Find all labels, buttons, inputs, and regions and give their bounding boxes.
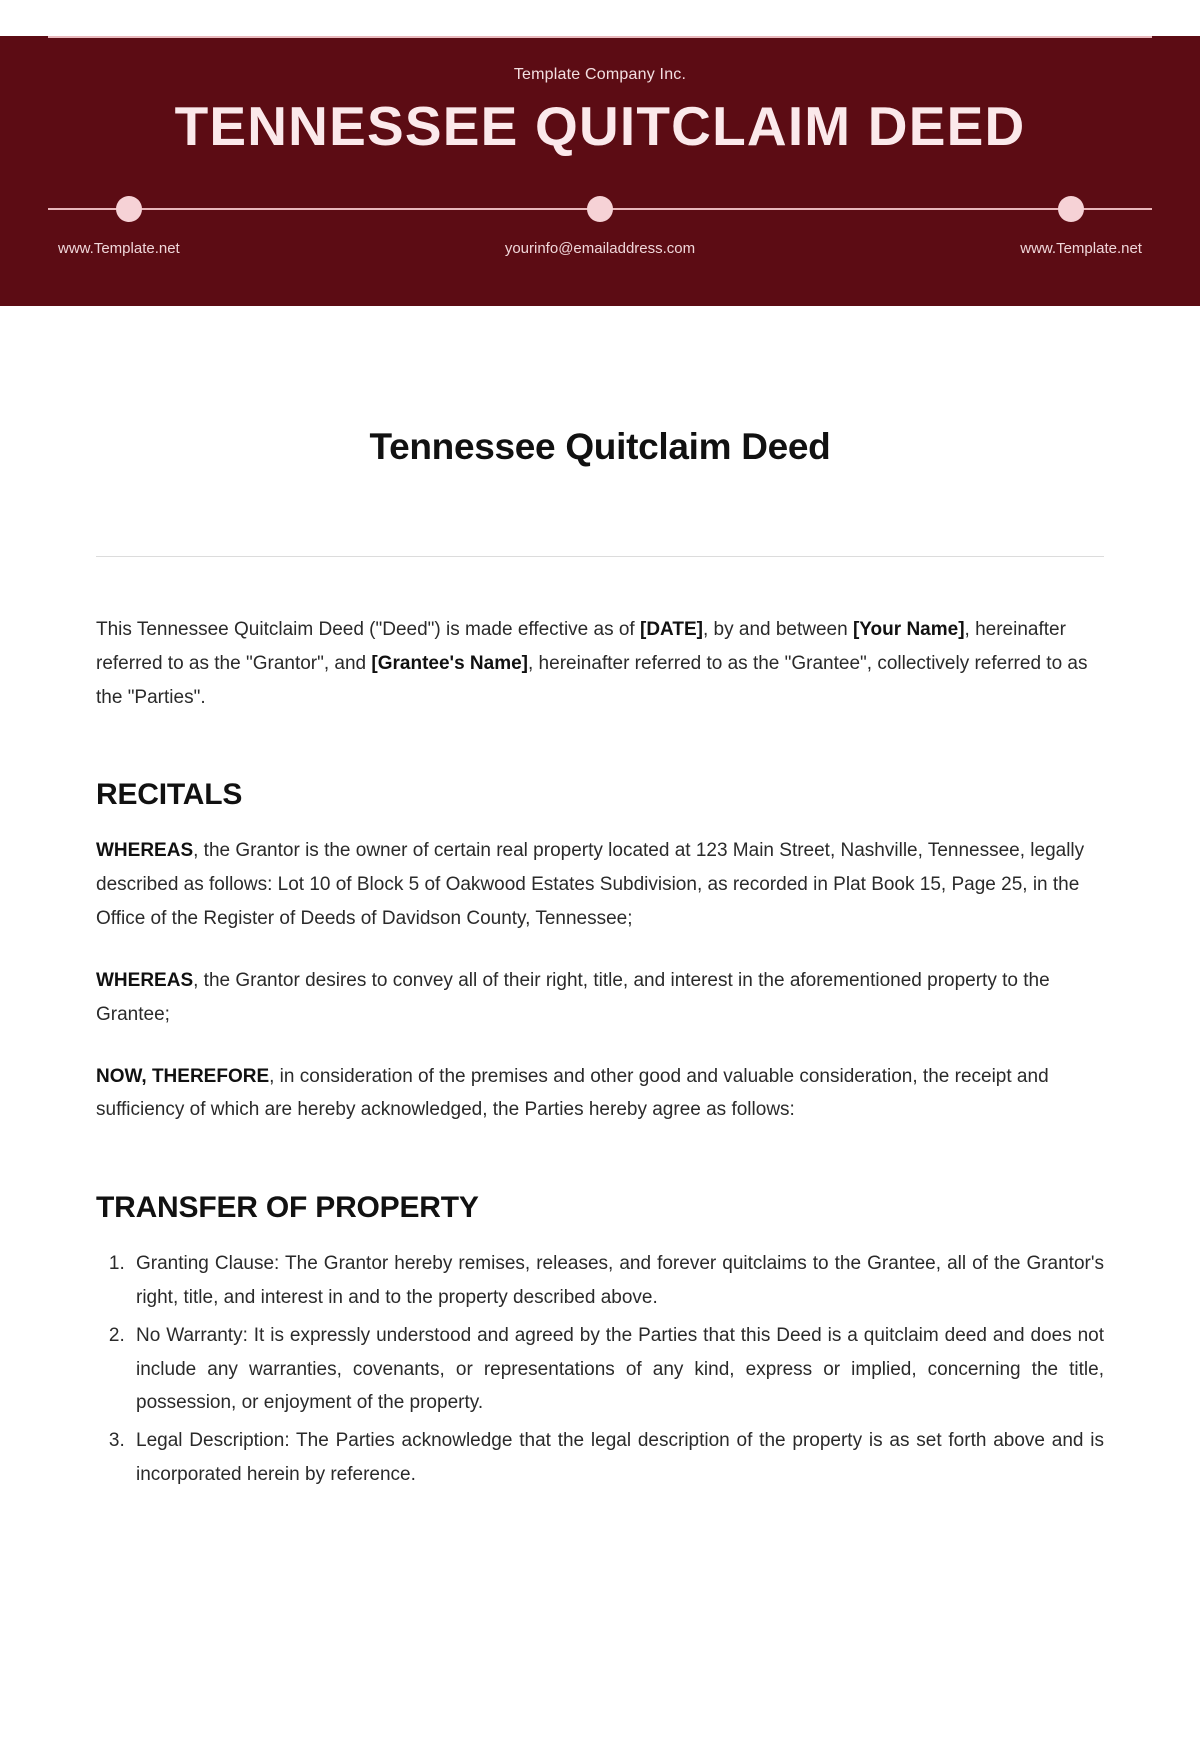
contact-website-right: www.Template.net bbox=[1020, 239, 1142, 257]
header-top-rule bbox=[48, 36, 1152, 38]
list-item: 2. No Warranty: It is expressly understood and agreed by the Parties that this Deed is a quitclaim deed and does not include any warranties, covenants, or representations of any kind, express or implied, concerning the title, possession, or enjoyment of the property. bbox=[130, 1319, 1104, 1420]
page-title: Tennessee Quitclaim Deed bbox=[369, 426, 831, 467]
section-heading-transfer-of-property: TRANSFER OF PROPERTY bbox=[96, 1191, 479, 1225]
grantee-name-placeholder: [Grantee's Name] bbox=[371, 652, 528, 674]
recital-text: , the Grantor desires to convey all of their right, title, and interest in the aforementioned property to the Grantee; bbox=[96, 969, 1050, 1025]
list-item: 1. Granting Clause: The Grantor hereby remises, releases, and forever quitclaims to the Grantee, all of the Grantor's right, title, and interest in and to the property described above. bbox=[130, 1247, 1104, 1315]
company-name: Template Company Inc. bbox=[513, 66, 687, 83]
section-heading-recitals: RECITALS bbox=[96, 778, 243, 812]
bullet-dot-icon bbox=[1058, 196, 1084, 222]
intro-paragraph bbox=[96, 613, 1104, 714]
recital-paragraph bbox=[96, 964, 1104, 1032]
recital-lead: WHEREAS bbox=[96, 969, 194, 991]
list-item: 3. Legal Description: The Parties acknowledge that the legal description of the property is as set forth above and is incorporated herein by reference. bbox=[130, 1424, 1104, 1492]
recital-lead: NOW, THEREFORE bbox=[96, 1065, 270, 1087]
date-placeholder: [DATE] bbox=[640, 619, 703, 640]
contact-website-left: www.Template.net bbox=[58, 239, 180, 257]
intro-part4: , hereinafter referred to as the "Grantee", collectively referred to as the "Parties". bbox=[96, 652, 1088, 708]
bullet-dot-icon bbox=[116, 196, 142, 222]
document-page bbox=[0, 36, 1200, 1556]
title-divider bbox=[96, 556, 1104, 557]
recital-lead: WHEREAS bbox=[96, 840, 194, 862]
document-body bbox=[0, 426, 1200, 1556]
grantor-name-placeholder: [Your Name] bbox=[852, 619, 965, 640]
intro-part3: , hereinafter referred to as the "Grantor", and bbox=[96, 619, 1066, 674]
recital-text: , the Grantor is the owner of certain real property located at 123 Main Street, Nashville, Tennessee, legally described as follows: Lot 10 of Block 5 of Oakwood Estates Subdivision, as recorded in Plat Book 15, Page 25, in the Office of the Register of Deeds of Davidson County, Tennessee; bbox=[96, 840, 1085, 930]
recital-paragraph bbox=[96, 834, 1104, 935]
intro-part1: This Tennessee Quitclaim Deed ("Deed") is made effective as of bbox=[96, 619, 640, 640]
transfer-of-property-list bbox=[96, 1247, 1104, 1492]
recital-text: , in consideration of the premises and other good and valuable consideration, the receipt and sufficiency of which are hereby acknowledged, the Parties hereby agree as follows: bbox=[96, 1065, 1049, 1121]
contact-labels bbox=[48, 240, 1152, 257]
contact-strip bbox=[48, 190, 1152, 230]
contact-email: yourinfo@emailaddress.com bbox=[504, 239, 696, 257]
recital-paragraph bbox=[96, 1060, 1104, 1128]
document-header-banner bbox=[0, 36, 1200, 306]
intro-part2: , by and between bbox=[702, 619, 853, 640]
banner-title: TENNESSEE QUITCLAIM DEED bbox=[174, 95, 1026, 157]
bullet-dot-icon bbox=[587, 196, 613, 222]
